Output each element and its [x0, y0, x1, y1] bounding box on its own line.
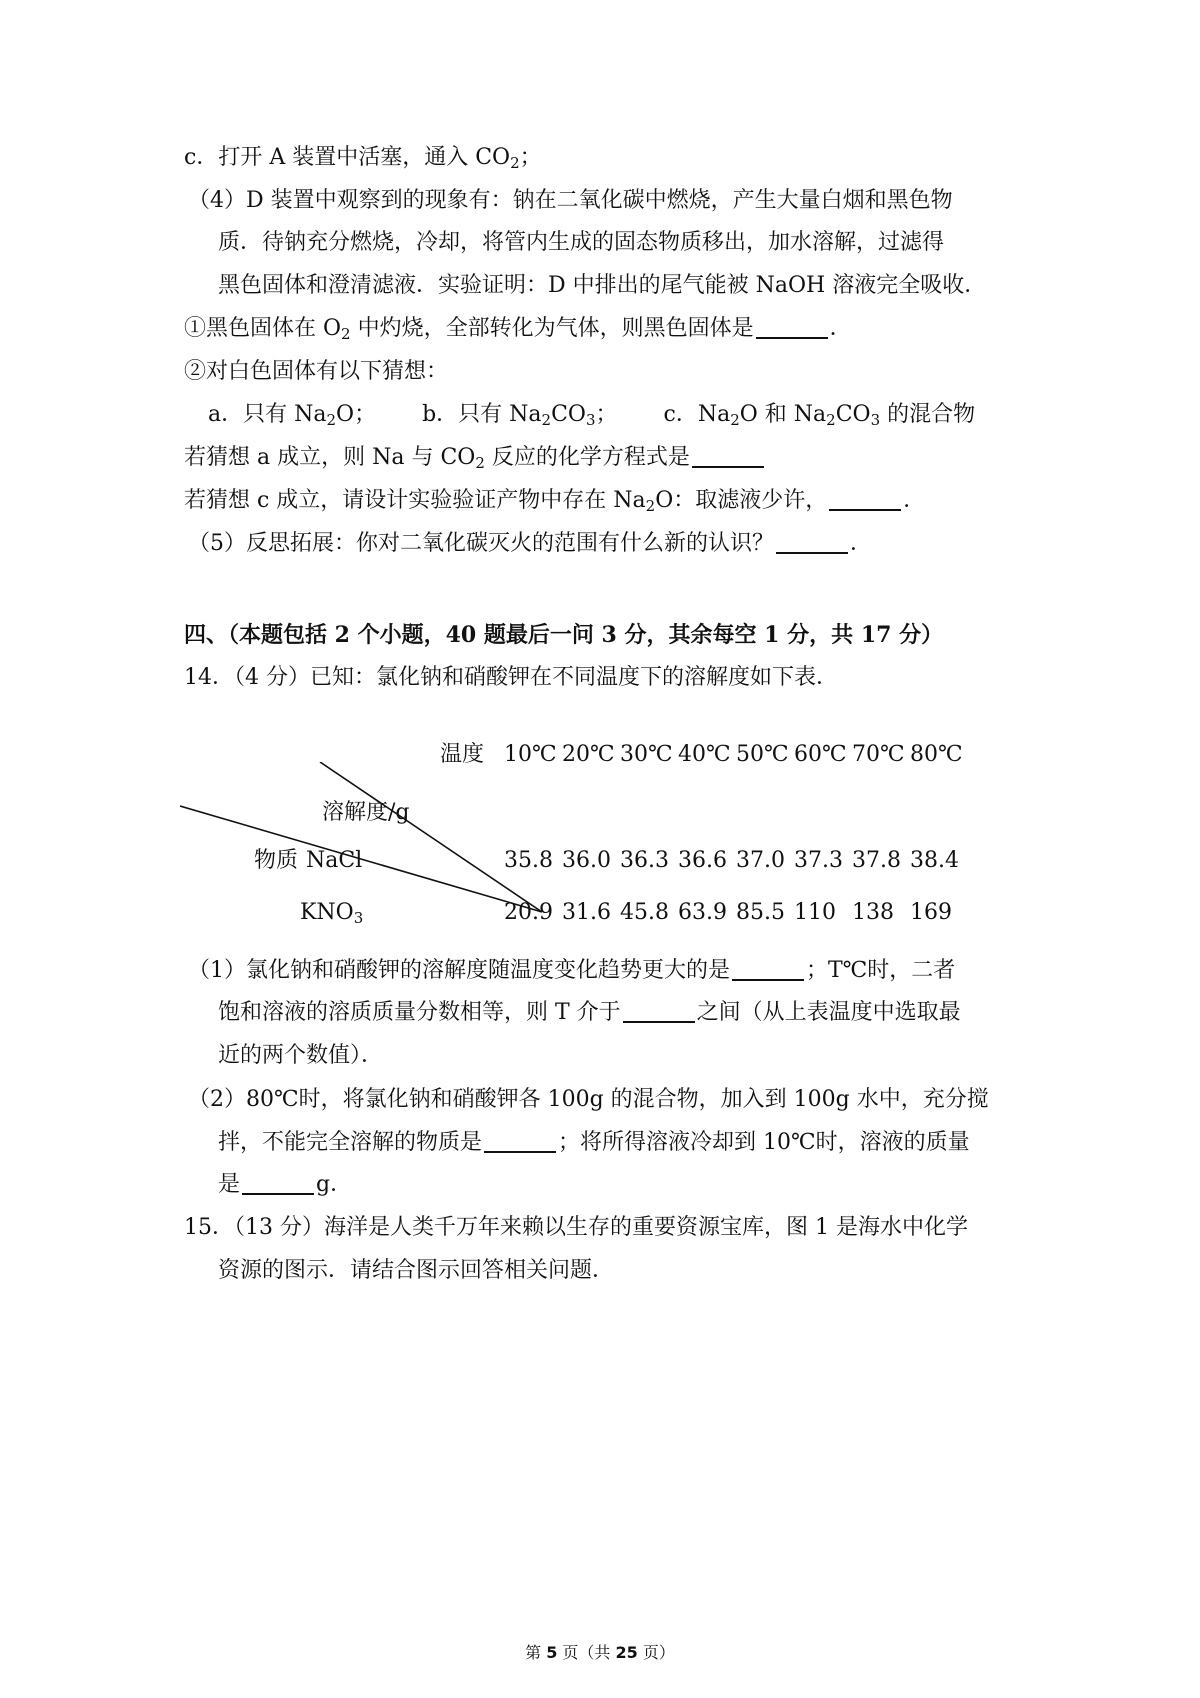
solubility-value-cell: 110: [794, 900, 836, 925]
temperature-header-cell: 40℃: [678, 742, 731, 767]
q14-2-line-3: 是 g．: [218, 1172, 353, 1197]
q4-sub2: ②对白色固体有以下猜想：: [184, 359, 449, 384]
q14-2-line-1: （2）80℃时，将氯化钠和硝酸钾各 100g 的混合物，加入到 100g 水中，充分搅: [188, 1087, 989, 1112]
corner-solubility-label: 溶解度/g: [322, 800, 410, 825]
substance-subscript: 3: [353, 909, 364, 927]
solubility-value-cell: 37.3: [794, 848, 843, 873]
answer-blank[interactable]: [623, 999, 695, 1023]
answer-blank[interactable]: [484, 1129, 556, 1153]
guess-options: a．只有 $Na_2O$； b．只有 $Na_2CO_3$； c．$Na_2O$ 和 $Na_2CO_3$ 的混合物: [208, 402, 976, 429]
q4-sub1: ①黑色固体在 $O_2$ 中灼烧，全部转化为气体，则黑色固体是 ．: [184, 316, 852, 343]
solubility-value-cell: 38.4: [910, 848, 959, 873]
solubility-value-cell: 85.5: [736, 900, 785, 925]
answer-blank[interactable]: [829, 487, 901, 511]
solubility-value-cell: 37.0: [736, 848, 785, 873]
substance-name: KNO: [300, 900, 354, 925]
substance-name-cell: [300, 898, 363, 928]
page-footer: 第 5 页（共 25 页）: [525, 1643, 675, 1662]
q5-line: （5）反思拓展：你对二氧化碳灭火的范围有什么新的认识？ ．: [188, 531, 873, 556]
corner-temperature-label: 温度: [440, 742, 485, 767]
q14-intro: 14．（4 分）已知：氯化钠和硝酸钾在不同温度下的溶解度如下表．: [184, 665, 838, 690]
current-page-number: 5: [546, 1643, 558, 1662]
answer-blank[interactable]: [776, 530, 848, 554]
q4-line-3: 黑色固体和澄清滤液．实验证明：D 中排出的尾气能被 NaOH 溶液完全吸收．: [218, 273, 987, 298]
q14-2-line-2: 拌，不能完全溶解的物质是 ；将所得溶液冷却到 10℃时，溶液的质量: [218, 1130, 970, 1155]
guess-a-line: 若猜想 a 成立，则 Na 与 $CO_2$ 反应的化学方程式是: [184, 443, 766, 473]
guess-c-line: 若猜想 c 成立，请设计实验验证产物中存在 $Na_2O$：取滤液少许， ．: [184, 488, 926, 515]
q14-1-line-2: 饱和溶液的溶质质量分数相等，则 T 介于 之间（从上表温度中选取最: [218, 1000, 961, 1025]
temperature-header-cell: 50℃: [736, 742, 789, 767]
solubility-value-cell: 31.6: [562, 900, 611, 925]
solubility-value-cell: 169: [910, 900, 952, 925]
solubility-value-cell: 138: [852, 900, 894, 925]
q15-line-2: 资源的图示．请结合图示回答相关问题．: [218, 1258, 615, 1283]
substance-name: NaCl: [306, 848, 363, 873]
answer-blank[interactable]: [692, 444, 764, 468]
answer-blank[interactable]: [242, 1171, 314, 1195]
q15-line-1: 15．（13 分）海洋是人类千万年来赖以生存的重要资源宝库，图 1 是海水中化学: [184, 1215, 968, 1240]
solubility-value-cell: 36.0: [562, 848, 611, 873]
temperature-header-cell: 70℃: [852, 742, 905, 767]
q4-line-1: （4）D 装置中观察到的现象有：钠在二氧化碳中燃烧，产生大量白烟和黑色物: [188, 188, 953, 213]
q14-1-line-1: （1）氯化钠和硝酸钾的溶解度随温度变化趋势更大的是 ；T℃时，二者: [188, 958, 956, 983]
step-c-line: c．打开 A 装置中活塞，通入 $CO_2$；: [184, 145, 542, 172]
total-pages: 25: [615, 1643, 638, 1662]
solubility-value-cell: 45.8: [620, 900, 669, 925]
q4-line-2: 质．待钠充分燃烧，冷却，将管内生成的固态物质移出，加水溶解，过滤得: [218, 230, 945, 255]
temperature-header-cell: 10℃: [504, 742, 557, 767]
solubility-value-cell: 63.9: [678, 900, 727, 925]
solubility-value-cell: 36.3: [620, 848, 669, 873]
answer-blank[interactable]: [732, 957, 804, 981]
temperature-header-cell: 80℃: [910, 742, 963, 767]
solubility-value-cell: 35.8: [504, 848, 553, 873]
corner-substance-label: 物质: [254, 848, 299, 873]
answer-blank[interactable]: [756, 315, 828, 339]
section-heading: 四、（本题包括 2 个小题，40 题最后一问 3 分，其余每空 1 分，共 17 分）: [184, 622, 944, 648]
q14-1-line-3: 近的两个数值）．: [218, 1043, 384, 1068]
substance-name-cell: [306, 846, 362, 876]
solubility-value-cell: 20.9: [504, 900, 553, 925]
temperature-header-cell: 60℃: [794, 742, 847, 767]
temperature-header-cell: 20℃: [562, 742, 615, 767]
temperature-header-cell: 30℃: [620, 742, 673, 767]
solubility-value-cell: 37.8: [852, 848, 901, 873]
solubility-value-cell: 36.6: [678, 848, 727, 873]
